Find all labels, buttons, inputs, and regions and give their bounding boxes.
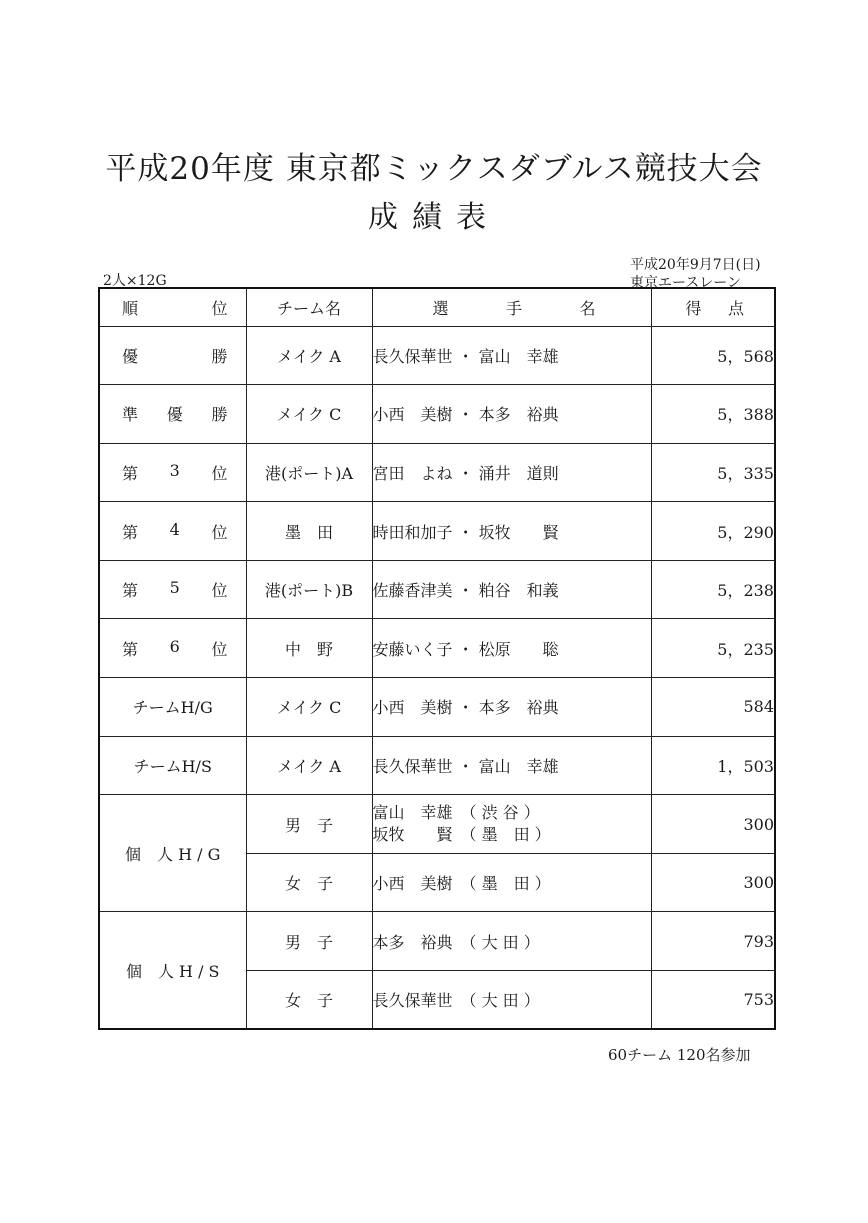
participation-note: 60チーム 120名参加 — [608, 1046, 751, 1064]
results-table — [98, 287, 776, 1030]
rank-cell: チームH/S — [99, 736, 246, 795]
header-rank: 順 位 — [99, 288, 246, 326]
header-score: 得 点 — [651, 288, 775, 326]
players-cell: 小西 美樹 （ 墨 田 ） — [372, 853, 651, 912]
players-cell: 佐藤香津美 ・ 粕谷 和義 — [372, 560, 651, 619]
players-cell: 長久保華世 （ 大 田 ） — [372, 971, 651, 1030]
players-cell: 小西 美樹 ・ 本多 裕典 — [372, 678, 651, 737]
rank-cell: 第 4 位 — [99, 502, 246, 561]
players-cell: 本多 裕典 （ 大 田 ） — [372, 912, 651, 971]
rank-cell: 優 勝 — [99, 326, 246, 385]
table-row-individual-hs-male — [99, 912, 775, 971]
team-cell: メイク A — [246, 326, 372, 385]
header-team: チーム名 — [246, 288, 372, 326]
players-cell: 小西 美樹 ・ 本多 裕典 — [372, 385, 651, 444]
table-row — [99, 560, 775, 619]
score-cell: 793 — [651, 912, 775, 971]
score-cell: 5，568 — [651, 326, 775, 385]
team-cell: メイク C — [246, 385, 372, 444]
table-row-individual-hg-male — [99, 795, 775, 854]
team-cell: 中 野 — [246, 619, 372, 678]
score-cell: 5，335 — [651, 443, 775, 502]
players-cell: 安藤いく子 ・ 松原 聡 — [372, 619, 651, 678]
table-row — [99, 678, 775, 737]
team-cell: 港(ポート)B — [246, 560, 372, 619]
team-cell: メイク A — [246, 736, 372, 795]
score-cell: 300 — [651, 853, 775, 912]
rank-cell: 準 優 勝 — [99, 385, 246, 444]
players-cell: 長久保華世 ・ 富山 幸雄 — [372, 326, 651, 385]
gender-cell-male: 男 子 — [246, 795, 372, 854]
individual-hg-label: 個 人 H / G — [99, 795, 246, 912]
player-line: 富山 幸雄 （ 渋 谷 ） — [372, 803, 540, 823]
team-cell: 港(ポート)A — [246, 443, 372, 502]
rank-cell: チームH/G — [99, 678, 246, 737]
game-format: 2人×12G — [103, 273, 167, 289]
table-row — [99, 619, 775, 678]
page-title: 平成20年度 東京都ミックスダブルス競技大会 — [105, 151, 763, 187]
score-cell: 584 — [651, 678, 775, 737]
gender-cell-male: 男 子 — [246, 912, 372, 971]
event-venue: 東京エースレーン — [630, 275, 742, 291]
table-row — [99, 385, 775, 444]
players-cell: 長久保華世 ・ 富山 幸雄 — [372, 736, 651, 795]
score-cell: 5，238 — [651, 560, 775, 619]
table-row — [99, 502, 775, 561]
score-cell: 5，290 — [651, 502, 775, 561]
team-cell: 墨 田 — [246, 502, 372, 561]
event-date: 平成20年9月7日(日) — [630, 257, 761, 273]
player-line: 坂牧 賢 （ 墨 田 ） — [372, 825, 551, 845]
table-row — [99, 326, 775, 385]
rank-cell: 第 3 位 — [99, 443, 246, 502]
gender-cell-female: 女 子 — [246, 853, 372, 912]
score-cell: 5，388 — [651, 385, 775, 444]
score-cell: 300 — [651, 795, 775, 854]
rank-cell: 第 6 位 — [99, 619, 246, 678]
players-cell: 宮田 よね ・ 涌井 道則 — [372, 443, 651, 502]
team-cell: メイク C — [246, 678, 372, 737]
score-cell: 753 — [651, 971, 775, 1030]
gender-cell-female: 女 子 — [246, 971, 372, 1030]
players-cell — [372, 795, 651, 854]
rank-cell: 第 5 位 — [99, 560, 246, 619]
players-cell: 時田和加子 ・ 坂牧 賢 — [372, 502, 651, 561]
score-cell: 5，235 — [651, 619, 775, 678]
header-players: 選 手 名 — [372, 288, 651, 326]
table-row — [99, 443, 775, 502]
table-header-row — [99, 288, 775, 326]
score-cell: 1，503 — [651, 736, 775, 795]
table-row — [99, 736, 775, 795]
individual-hs-label: 個 人 H / S — [99, 912, 246, 1029]
page-subtitle: 成績表 — [368, 200, 500, 235]
